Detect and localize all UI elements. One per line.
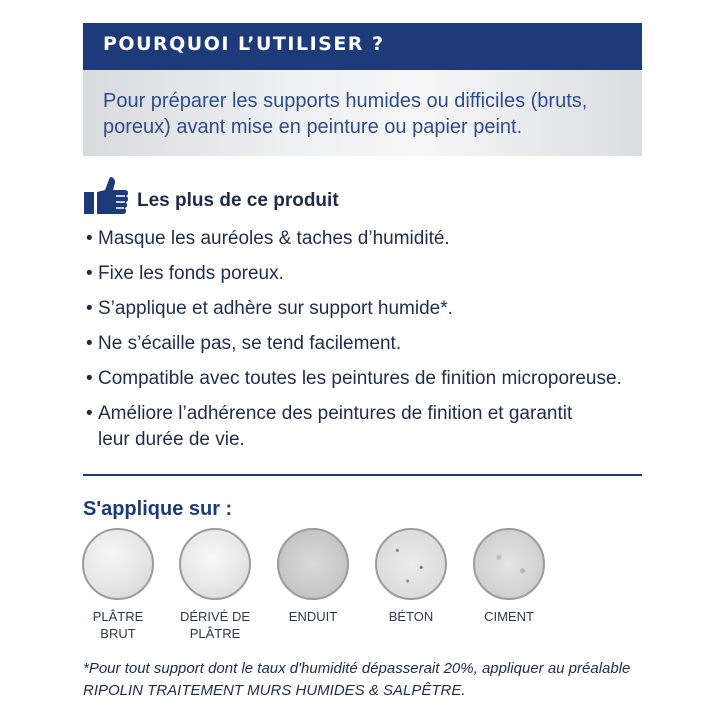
section-title: POURQUOI L’UTILISER ?	[103, 33, 385, 55]
bullet: •	[86, 263, 93, 284]
intro-text: Pour préparer les supports humides ou difficiles (bruts, poreux) avant mise en peinture ou papier peint.	[103, 90, 588, 138]
surface-label: PLÂTRE BRUT	[92, 609, 144, 641]
surface-label: DÉRIVÉ DE PLÂTRE	[179, 609, 251, 641]
footnote: *Pour tout support dont le taux d'humidité dépasserait 20%, appliquer au préalable RIPOLIN TRAITEMENT MURS HUMIDES & SALPÊTRE.	[83, 660, 631, 699]
derive-de-platre-swatch	[179, 528, 251, 600]
applies-title: S'applique sur :	[83, 498, 233, 520]
list-item	[86, 331, 646, 357]
benefits-list	[86, 226, 646, 462]
surface-label: CIMENT	[484, 609, 534, 624]
benefit-text: Améliore l’adhérence des peintures de finition et garantit leur durée de vie.	[98, 403, 573, 450]
benefit-text: S’applique et adhère sur support humide*.	[98, 298, 453, 319]
bullet: •	[86, 228, 93, 249]
benefit-text: Ne s’écaille pas, se tend facilement.	[98, 333, 402, 354]
beton-swatch	[375, 528, 447, 600]
benefit-text: Masque les auréoles & taches d’humidité.	[98, 228, 450, 249]
section-divider	[83, 474, 642, 476]
platre-brut-swatch	[82, 528, 154, 600]
surface-enduit	[268, 528, 358, 625]
surface-ciment	[464, 528, 554, 625]
surface-derive-de-platre	[170, 528, 260, 642]
bullet: •	[86, 368, 93, 389]
surface-label: BÉTON	[388, 609, 434, 624]
list-item	[86, 261, 646, 287]
list-item	[86, 366, 646, 392]
surface-beton	[366, 528, 456, 625]
bullet: •	[86, 333, 93, 354]
ciment-swatch	[473, 528, 545, 600]
bullet: •	[86, 298, 93, 319]
list-item	[86, 226, 646, 252]
surface-platre-brut	[73, 528, 163, 642]
list-item	[86, 401, 598, 453]
list-item	[86, 296, 646, 322]
thumbs-up-icon	[83, 175, 129, 215]
bullet: •	[86, 403, 93, 424]
surface-label: ENDUIT	[288, 609, 338, 624]
benefits-title: Les plus de ce produit	[137, 190, 339, 211]
enduit-swatch	[277, 528, 349, 600]
benefit-text: Compatible avec toutes les peintures de finition microporeuse.	[98, 368, 622, 389]
benefit-text: Fixe les fonds poreux.	[98, 263, 284, 284]
